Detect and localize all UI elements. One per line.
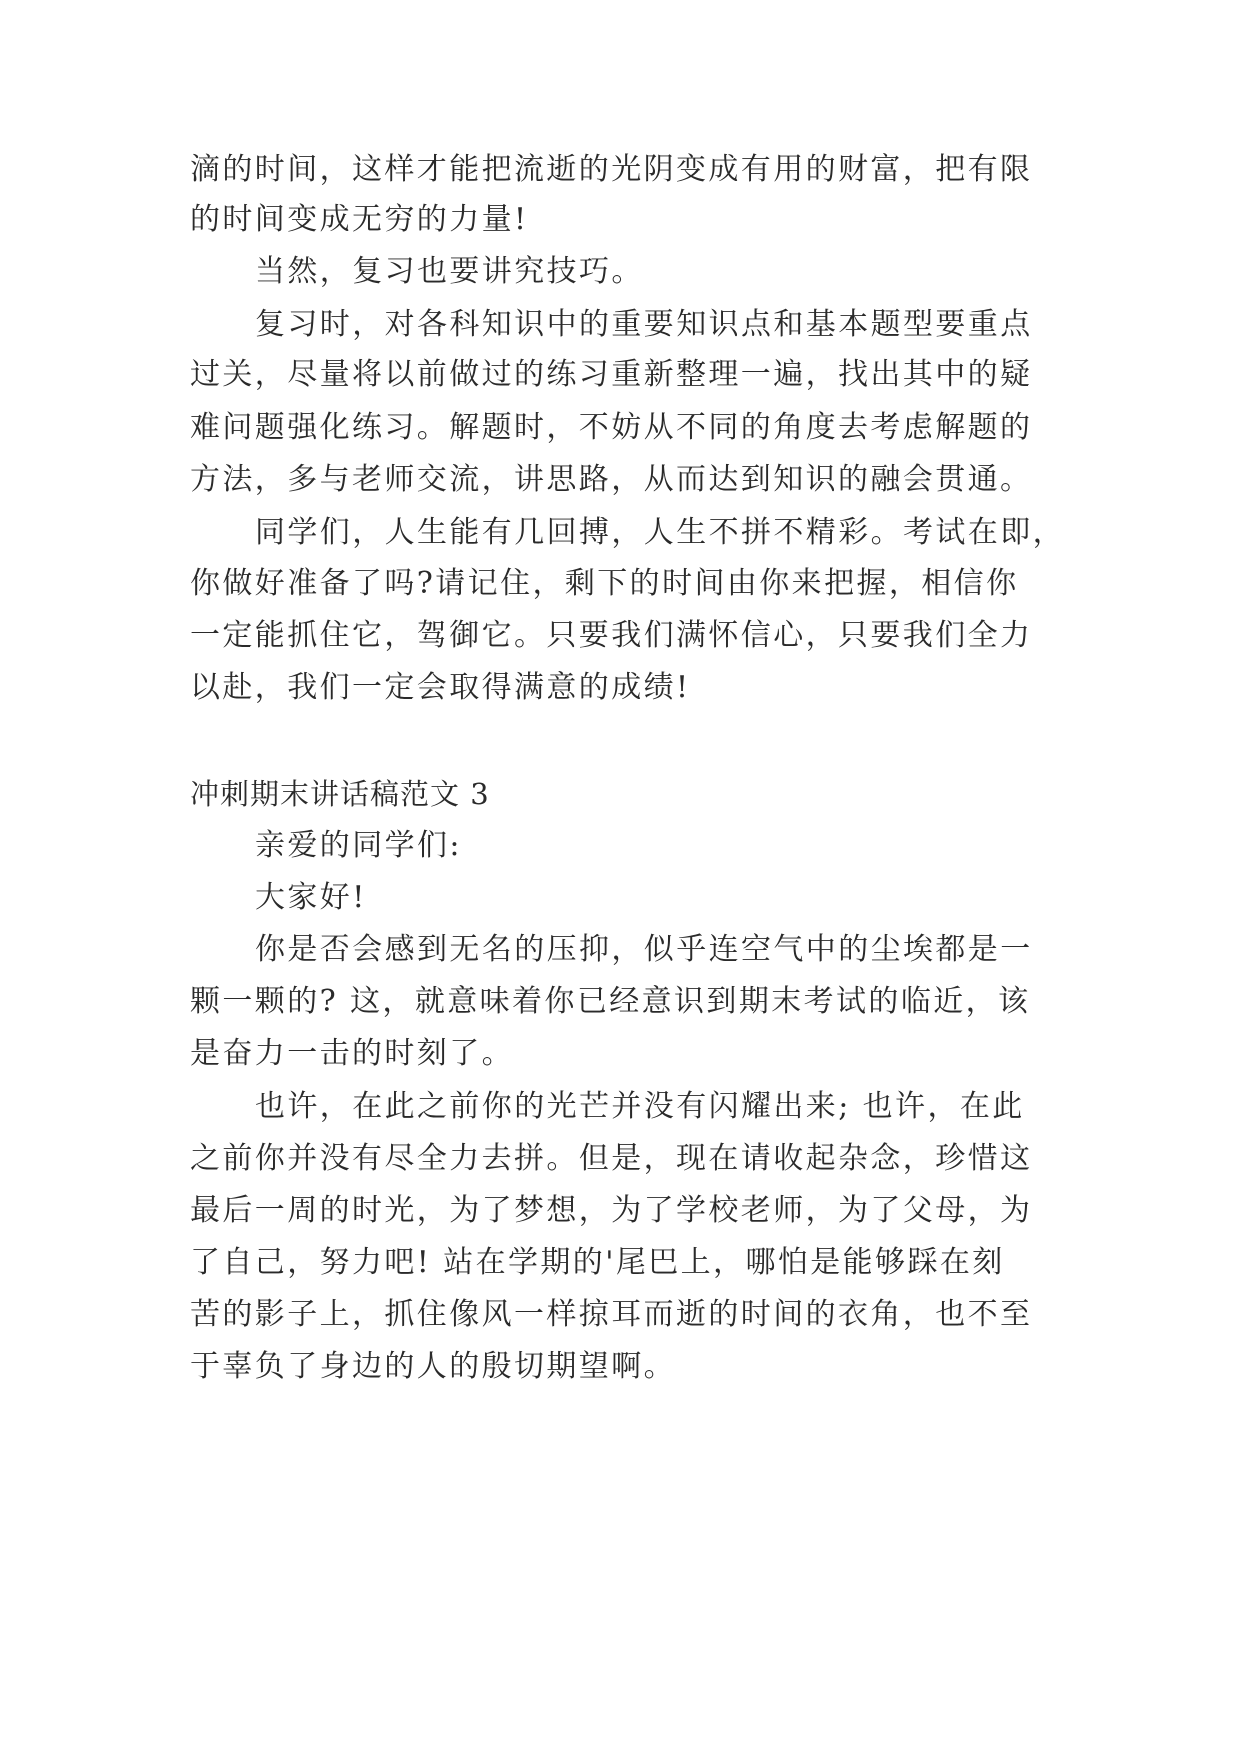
body-text-line: 一定能抓住它，驾御它。只要我们满怀信心，只要我们全力 <box>190 618 1033 653</box>
body-text-line: 方法，多与老师交流，讲思路，从而达到知识的融会贯通。 <box>190 462 1033 497</box>
body-text-line: 你做好准备了吗?请记住，剩下的时间由你来把握，相信你 <box>190 566 1019 601</box>
paragraph-first-line: 复习时，对各科知识中的重要知识点和基本题型要重点 <box>255 307 1033 342</box>
body-text-line: 之前你并没有尽全力去拼。但是，现在请收起杂念，珍惜这 <box>190 1141 1033 1176</box>
paragraph-first-line: 当然，复习也要讲究技巧。 <box>255 254 644 289</box>
greeting-line: 亲爱的同学们: <box>255 828 462 863</box>
body-text-line: 过关，尽量将以前做过的练习重新整理一遍，找出其中的疑 <box>190 357 1033 392</box>
paragraph-first-line: 你是否会感到无名的压抑，似乎连空气中的尘埃都是一 <box>255 932 1033 967</box>
body-text-line: 了自己，努力吧! 站在学期的'尾巴上，哪怕是能够踩在刻 <box>190 1245 1005 1280</box>
body-text-line: 于辜负了身边的人的殷切期望啊。 <box>190 1349 676 1384</box>
body-text-line: 的时间变成无穷的力量! <box>190 202 529 237</box>
body-text-line: 以赴，我们一定会取得满意的成绩! <box>190 670 691 705</box>
body-text-line: 颗一颗的? 这，就意味着你已经意识到期末考试的临近，该 <box>190 984 1031 1019</box>
body-text-line: 难问题强化练习。解题时，不妨从不同的角度去考虑解题的 <box>190 410 1033 445</box>
body-text-line: 最后一周的时光，为了梦想，为了学校老师，为了父母，为 <box>190 1193 1033 1228</box>
body-text-line: 是奋力一击的时刻了。 <box>190 1036 514 1071</box>
body-text-line: 滴的时间，这样才能把流逝的光阴变成有用的财富，把有限 <box>190 152 1033 187</box>
body-text-line: 苦的影子上，抓住像风一样掠耳而逝的时间的衣角，也不至 <box>190 1297 1033 1332</box>
greeting-line: 大家好! <box>255 880 367 915</box>
paragraph-first-line: 同学们，人生能有几回搏，人生不拼不精彩。考试在即， <box>255 515 1065 550</box>
paragraph-first-line: 也许，在此之前你的光芒并没有闪耀出来; 也许，在此 <box>255 1089 1025 1124</box>
section-title: 冲刺期末讲话稿范文 3 <box>190 777 490 811</box>
